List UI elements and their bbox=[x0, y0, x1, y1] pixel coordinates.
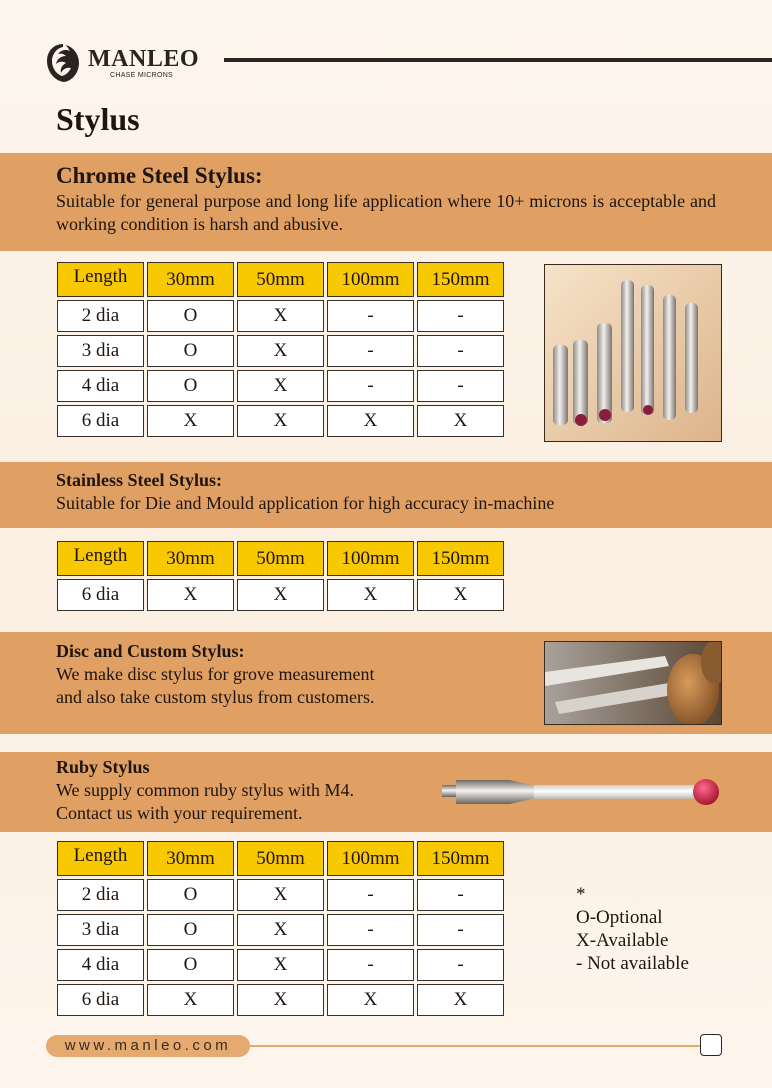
legend-optional: O-Optional bbox=[576, 907, 663, 928]
table-header-row bbox=[57, 262, 504, 297]
table-cell: - bbox=[327, 914, 414, 946]
table-cell: X bbox=[417, 984, 504, 1016]
table-cell: O bbox=[147, 300, 234, 332]
stainless-steel-band bbox=[0, 462, 772, 528]
table-row bbox=[57, 879, 504, 911]
table-cell: 6 dia bbox=[57, 405, 144, 437]
table-cell: - bbox=[417, 879, 504, 911]
table-cell: X bbox=[237, 914, 324, 946]
disc-stylus-image bbox=[545, 642, 721, 724]
header-rule bbox=[224, 58, 772, 62]
header-100mm: 100mm bbox=[327, 541, 414, 576]
chrome-steel-band bbox=[0, 153, 772, 251]
disc-custom-line2: and also take custom stylus from customers. bbox=[56, 686, 375, 707]
stylus-set-image bbox=[545, 265, 721, 441]
table-cell: X bbox=[327, 405, 414, 437]
ruby-line2: Contact us with your requirement. bbox=[56, 802, 303, 823]
header-50mm: 50mm bbox=[237, 841, 324, 876]
table-cell: - bbox=[327, 335, 414, 367]
table-cell: - bbox=[417, 914, 504, 946]
table-cell: X bbox=[327, 579, 414, 611]
header-length: Length bbox=[57, 841, 144, 876]
legend-available: X-Available bbox=[576, 930, 669, 951]
table-cell: - bbox=[327, 879, 414, 911]
brand-tagline: CHASE MICRONS bbox=[110, 72, 174, 79]
header-150mm: 150mm bbox=[417, 841, 504, 876]
table-row bbox=[57, 300, 504, 332]
availability-legend bbox=[576, 883, 689, 975]
table-cell: X bbox=[147, 579, 234, 611]
lion-head-logo-icon bbox=[44, 42, 82, 84]
disc-stylus-photo bbox=[544, 641, 722, 725]
header-150mm: 150mm bbox=[417, 262, 504, 297]
brand-name: MANLEO bbox=[88, 46, 199, 72]
disc-custom-line1: We make disc stylus for grove measurement bbox=[56, 663, 375, 684]
table-cell: 2 dia bbox=[57, 879, 144, 911]
table-cell: 3 dia bbox=[57, 914, 144, 946]
ruby-line1: We supply common ruby stylus with M4. bbox=[56, 779, 355, 800]
brand-logo bbox=[44, 42, 224, 86]
ruby-title: Ruby Stylus bbox=[56, 757, 150, 777]
footer-rule bbox=[250, 1045, 700, 1047]
header-100mm: 100mm bbox=[327, 262, 414, 297]
header-30mm: 30mm bbox=[147, 262, 234, 297]
header-30mm: 30mm bbox=[147, 541, 234, 576]
header-100mm: 100mm bbox=[327, 841, 414, 876]
table-cell: X bbox=[147, 984, 234, 1016]
table-cell: - bbox=[417, 335, 504, 367]
legend-marker: * bbox=[576, 884, 586, 905]
header-50mm: 50mm bbox=[237, 262, 324, 297]
ruby-stylus-image bbox=[440, 774, 722, 810]
table-cell: X bbox=[147, 405, 234, 437]
table-cell: - bbox=[327, 370, 414, 402]
table-cell: X bbox=[237, 984, 324, 1016]
disc-custom-title: Disc and Custom Stylus: bbox=[56, 641, 245, 661]
table-cell: 4 dia bbox=[57, 370, 144, 402]
header-150mm: 150mm bbox=[417, 541, 504, 576]
table-row bbox=[57, 370, 504, 402]
chrome-steel-description: Suitable for general purpose and long life application where 10+ microns is acceptable and working condition is harsh and abusive. bbox=[56, 191, 716, 235]
table-header-row bbox=[57, 841, 504, 876]
table-header-row bbox=[57, 541, 504, 576]
stainless-steel-table bbox=[54, 538, 507, 614]
table-cell: O bbox=[147, 335, 234, 367]
table-cell: - bbox=[417, 300, 504, 332]
table-cell: 2 dia bbox=[57, 300, 144, 332]
table-cell: 6 dia bbox=[57, 579, 144, 611]
table-row bbox=[57, 579, 504, 611]
footer-website-link[interactable]: www.manleo.com bbox=[46, 1035, 250, 1057]
stainless-steel-title: Stainless Steel Stylus: bbox=[56, 470, 223, 490]
table-cell: X bbox=[417, 579, 504, 611]
table-cell: - bbox=[327, 300, 414, 332]
header-50mm: 50mm bbox=[237, 541, 324, 576]
table-row bbox=[57, 335, 504, 367]
header-30mm: 30mm bbox=[147, 841, 234, 876]
table-cell: - bbox=[417, 949, 504, 981]
table-cell: - bbox=[327, 949, 414, 981]
table-cell: O bbox=[147, 879, 234, 911]
ruby-stylus-table bbox=[54, 838, 507, 1019]
table-row bbox=[57, 949, 504, 981]
chrome-steel-stylus-photo bbox=[544, 264, 722, 442]
table-cell: X bbox=[327, 984, 414, 1016]
table-row bbox=[57, 405, 504, 437]
table-cell: X bbox=[417, 405, 504, 437]
table-cell: X bbox=[237, 879, 324, 911]
table-cell: X bbox=[237, 949, 324, 981]
table-cell: X bbox=[237, 579, 324, 611]
table-cell: O bbox=[147, 370, 234, 402]
header-length: Length bbox=[57, 541, 144, 576]
stainless-steel-description: Suitable for Die and Mould application for high accuracy in-machine bbox=[56, 492, 555, 513]
table-row bbox=[57, 984, 504, 1016]
table-cell: O bbox=[147, 914, 234, 946]
chrome-steel-table bbox=[54, 259, 507, 440]
header-length: Length bbox=[57, 262, 144, 297]
legend-not-available: - Not available bbox=[576, 953, 689, 974]
table-cell: X bbox=[237, 300, 324, 332]
page-title: Stylus bbox=[56, 101, 140, 137]
chrome-steel-title: Chrome Steel Stylus: bbox=[56, 163, 263, 188]
table-row bbox=[57, 914, 504, 946]
table-cell: O bbox=[147, 949, 234, 981]
table-cell: 3 dia bbox=[57, 335, 144, 367]
table-cell: 4 dia bbox=[57, 949, 144, 981]
table-cell: X bbox=[237, 405, 324, 437]
page-number-box bbox=[700, 1034, 722, 1056]
table-cell: X bbox=[237, 370, 324, 402]
table-cell: - bbox=[417, 370, 504, 402]
table-cell: 6 dia bbox=[57, 984, 144, 1016]
table-cell: X bbox=[237, 335, 324, 367]
